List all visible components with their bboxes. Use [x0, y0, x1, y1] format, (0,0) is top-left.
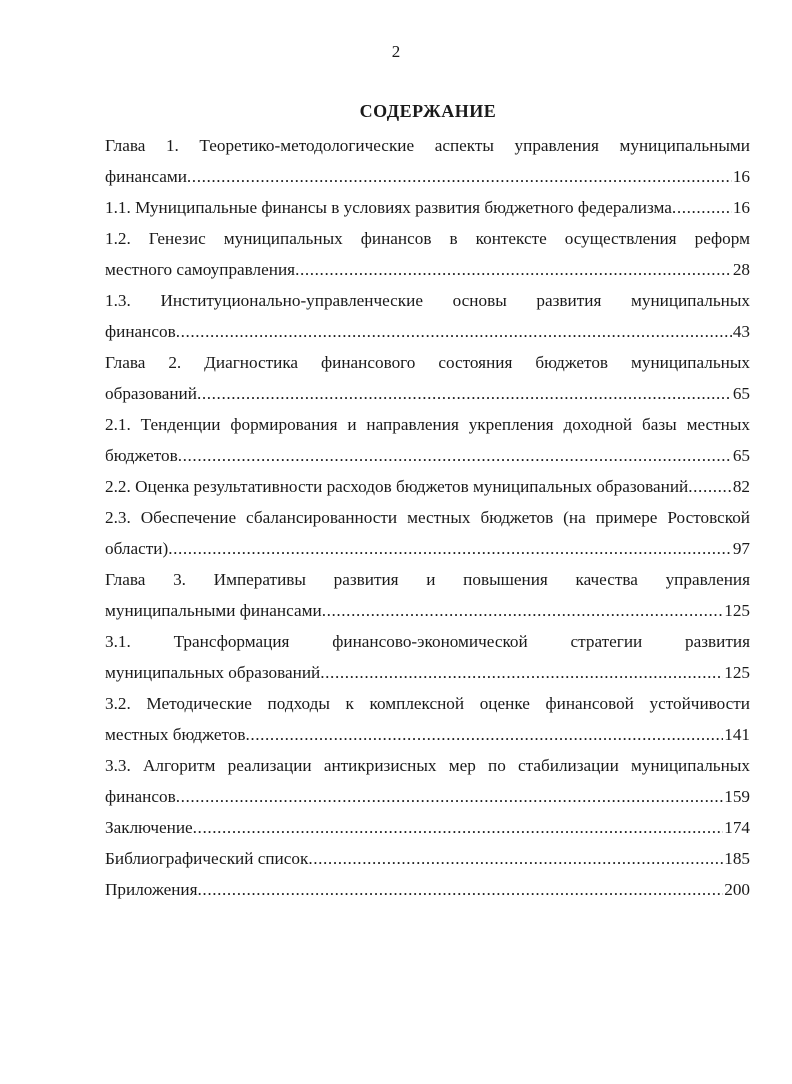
toc-entry-text: Глава 2. Диагностика финансового состояния бюджетов муниципальных — [105, 353, 750, 372]
toc-entry-text: области) — [105, 539, 169, 558]
toc-entry[interactable] — [105, 223, 750, 285]
toc-entry-text: Глава 1. Теоретико-методологические аспекты управления муниципальными — [105, 136, 750, 155]
toc-entry-text: Глава 3. Императивы развития и повышения качества управления — [105, 570, 750, 589]
toc-entry-text: 2.2. Оценка результативности расходов бюджетов муниципальных образований — [105, 477, 689, 496]
dot-leader — [245, 719, 723, 750]
toc-entry-text: 1.1. Муниципальные финансы в условиях развития бюджетного федерализма — [105, 198, 672, 217]
toc-page-number: 82 — [732, 477, 750, 496]
toc-page-number: 185 — [724, 849, 750, 868]
toc-page-number: 125 — [724, 663, 750, 682]
dot-leader — [688, 471, 732, 502]
toc-title: СОДЕРЖАНИЕ — [359, 101, 497, 121]
toc-entry[interactable] — [105, 874, 750, 905]
toc-page-number: 65 — [732, 384, 750, 403]
toc-entry-text: 2.1. Тенденции формирования и направления укрепления доходной базы местных — [105, 415, 750, 434]
dot-leader — [193, 812, 724, 843]
toc-entry[interactable] — [105, 285, 750, 347]
dot-leader — [176, 781, 724, 812]
toc-entry[interactable] — [105, 688, 750, 750]
toc-entry[interactable] — [105, 626, 750, 688]
dot-leader — [178, 440, 732, 471]
toc-entry[interactable] — [105, 471, 750, 502]
toc-entry-text: 1.2. Генезис муниципальных финансов в контексте осуществления реформ — [105, 229, 750, 248]
toc-entry-text: бюджетов — [105, 446, 178, 465]
toc-page-number: 174 — [724, 818, 750, 837]
toc-page-number: 125 — [724, 601, 750, 620]
toc-entry-text: муниципальных образований — [105, 663, 321, 682]
table-of-contents — [105, 130, 750, 905]
dot-leader — [187, 161, 732, 192]
toc-entry[interactable] — [105, 812, 750, 843]
toc-entry-text: финансов — [105, 787, 176, 806]
toc-entry[interactable] — [105, 843, 750, 874]
toc-entry-text: 3.1. Трансформация финансово-экономической стратегии развития — [105, 632, 750, 651]
toc-page-number: 65 — [732, 446, 750, 465]
toc-page-number: 16 — [732, 198, 750, 217]
dot-leader — [198, 874, 724, 905]
toc-entry-text: образований — [105, 384, 197, 403]
toc-entry-text: финансов — [105, 322, 176, 341]
toc-entry-text: Библиографический список — [105, 849, 309, 868]
dot-leader — [308, 843, 723, 874]
dot-leader — [176, 316, 732, 347]
dot-leader — [197, 378, 732, 409]
toc-entry[interactable] — [105, 409, 750, 471]
toc-entry[interactable] — [105, 192, 750, 223]
toc-entry-text: финансами — [105, 167, 187, 186]
page-number: 2 — [391, 42, 401, 61]
toc-entry-text: 3.2. Методические подходы к комплексной оценке финансовой устойчивости — [105, 694, 750, 713]
toc-page-number: 43 — [732, 322, 750, 341]
toc-page-number: 28 — [732, 260, 750, 279]
dot-leader — [320, 657, 723, 688]
toc-entry[interactable] — [105, 750, 750, 812]
toc-entry-text: 2.3. Обеспечение сбалансированности местных бюджетов (на примере Ростовской — [105, 508, 750, 527]
toc-entry-text: местного самоуправления — [105, 260, 296, 279]
toc-entry[interactable] — [105, 564, 750, 626]
dot-leader — [168, 533, 732, 564]
toc-page-number: 159 — [724, 787, 750, 806]
toc-entry-text: местных бюджетов — [105, 725, 246, 744]
dot-leader — [295, 254, 732, 285]
toc-entry-text: 3.3. Алгоритм реализации антикризисных мер по стабилизации муниципальных — [105, 756, 750, 775]
toc-entry[interactable] — [105, 347, 750, 409]
toc-entry[interactable] — [105, 502, 750, 564]
dot-leader — [672, 192, 732, 223]
toc-entry-text: муниципальными финансами — [105, 601, 322, 620]
toc-entry-text: Приложения — [105, 880, 198, 899]
toc-entry-text: Заключение — [105, 818, 193, 837]
toc-entry-text: 1.3. Институционально-управленческие основы развития муниципальных — [105, 291, 750, 310]
toc-entry[interactable] — [105, 130, 750, 192]
toc-page-number: 200 — [724, 880, 750, 899]
toc-page-number: 97 — [732, 539, 750, 558]
toc-page-number: 141 — [724, 725, 750, 744]
toc-page-number: 16 — [732, 167, 750, 186]
dot-leader — [322, 595, 724, 626]
